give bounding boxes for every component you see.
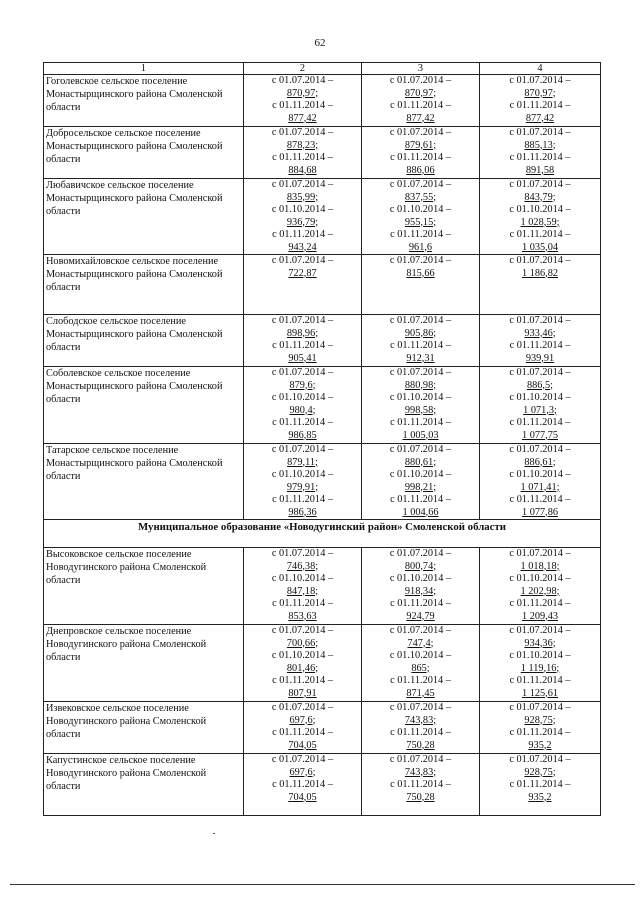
settlement-name: Новомихайловское сельское поселение Монастырщинского района Смоленской области [44,255,244,315]
effective-date: с 01.07.2014 – [271,754,334,765]
tariff-value: 936,79; [286,216,319,228]
tariff-value: 1 035,04 [521,241,559,253]
tariff-value: 886,61; [524,456,556,468]
tariff-cell-col4 [480,444,601,520]
effective-date: с 01.11.2014 – [272,100,333,111]
tariff-cell-col2 [244,702,362,754]
settlement-name: Слободское сельское поселение Монастырщинского района Смоленской области [44,315,244,367]
tariff-value: 1 125,61 [521,687,559,699]
tariff-value: 955,15; [404,216,437,228]
tariff-value: 998,21; [404,481,437,493]
tariff-value: 877,42 [288,112,317,124]
tariff-value: 801,46; [286,662,319,674]
tariff-value: 835,99; [286,191,319,203]
tariff-value: 886,06 [406,164,435,176]
tariff-cell-col3 [362,702,480,754]
settlement-name: Извековское сельское поселение Новодугинского района Смоленской области [44,702,244,754]
tariff-value: 704,05 [288,791,317,803]
settlement-name: Капустинское сельское поселение Новодугинского района Смоленской области [44,754,244,816]
table-row [44,367,601,444]
tariff-value: 1 005,03 [402,429,439,441]
effective-date: с 01.11.2014 – [390,675,451,686]
tariff-cell-col3 [362,754,480,816]
table-row [44,255,601,315]
tariff-value: 879,11; [287,456,318,468]
tariff-cell-col2 [244,625,362,702]
tariff-value: 697,6; [289,714,316,726]
tariff-value: 905,41 [288,352,317,364]
effective-date: с 01.07.2014 – [271,625,334,636]
tariff-value: 935,2 [528,791,552,803]
effective-date: с 01.11.2014 – [390,727,451,738]
tariff-value: 743,83; [404,766,437,778]
effective-date: с 01.07.2014 – [389,75,452,86]
tariff-table [43,62,601,816]
effective-date: с 01.11.2014 – [509,229,571,240]
tariff-cell-col4 [480,75,601,127]
tariff-cell-col4 [480,367,601,444]
tariff-value: 905,86; [404,327,437,339]
effective-date: с 01.07.2014 – [389,548,452,559]
section-header-row [44,520,601,548]
tariff-value: 853,63 [288,610,317,622]
effective-date: с 01.11.2014 – [509,152,571,163]
effective-date: с 01.07.2014 – [509,444,571,455]
effective-date: с 01.11.2014 – [272,340,333,351]
column-header-3: 3 [362,63,480,75]
effective-date: с 01.07.2014 – [271,315,334,326]
tariff-value: 871,45 [406,687,435,699]
effective-date: с 01.11.2014 – [509,779,571,790]
tariff-value: 934,36; [524,637,556,649]
page-number: 62 [314,37,326,49]
tariff-value: 704,05 [288,739,317,751]
effective-date: с 01.11.2014 – [390,100,451,111]
tariff-value: 928,75; [524,766,556,778]
tariff-value: 918,34; [404,585,437,597]
tariff-value: 878,23; [286,139,319,151]
table-row [44,754,601,816]
tariff-cell-col2 [244,367,362,444]
tariff-cell-col2 [244,179,362,255]
effective-date: с 01.10.2014 – [389,392,452,403]
effective-date: с 01.11.2014 – [509,417,571,428]
effective-date: с 01.11.2014 – [272,229,333,240]
tariff-value: 747,4; [407,637,434,649]
effective-date: с 01.07.2014 – [389,179,452,190]
effective-date: с 01.11.2014 – [272,727,333,738]
tariff-value: 870,97; [286,87,319,99]
tariff-cell-col3 [362,179,480,255]
effective-date: с 01.07.2014 – [509,367,571,378]
effective-date: с 01.07.2014 – [389,444,452,455]
effective-date: с 01.10.2014 – [271,392,334,403]
table-body [44,75,601,816]
effective-date: с 01.11.2014 – [509,727,571,738]
tariff-value: 1 018,18; [520,560,560,572]
table-row [44,179,601,255]
tariff-value: 943,24 [288,241,317,253]
tariff-value: 935,2 [528,739,552,751]
effective-date: с 01.07.2014 – [509,548,571,559]
effective-date: с 01.07.2014 – [271,179,334,190]
tariff-value: 1 071,41; [520,481,560,493]
effective-date: с 01.10.2014 – [389,573,452,584]
table-row [44,315,601,367]
tariff-cell-col2 [244,255,362,315]
effective-date: с 01.07.2014 – [389,255,452,266]
tariff-value: 879,6; [289,379,316,391]
effective-date: с 01.10.2014 – [509,392,571,403]
tariff-cell-col3 [362,75,480,127]
tariff-value: 1 119,16; [520,662,560,674]
table-header-row [44,63,601,75]
tariff-cell-col3 [362,315,480,367]
tariff-value: 865; [411,662,430,674]
effective-date: с 01.07.2014 – [271,127,334,138]
effective-date: с 01.07.2014 – [271,548,334,559]
tariff-value: 843,79; [524,191,556,203]
effective-date: с 01.07.2014 – [509,255,571,266]
tariff-cell-col4 [480,179,601,255]
section-title: Муниципальное образование «Новодугинский район» Смоленской области [44,520,601,548]
settlement-name: Высоковское сельское поселение Новодугинского района Смоленской области [44,548,244,625]
tariff-value: 743,83; [404,714,437,726]
tariff-cell-col2 [244,127,362,179]
effective-date: с 01.10.2014 – [271,204,334,215]
tariff-cell-col2 [244,315,362,367]
effective-date: с 01.07.2014 – [509,625,571,636]
tariff-cell-col4 [480,754,601,816]
tariff-value: 1 004,66 [402,506,439,518]
effective-date: с 01.07.2014 – [509,179,571,190]
effective-date: с 01.10.2014 – [509,469,571,480]
effective-date: с 01.10.2014 – [509,204,571,215]
tariff-cell-col3 [362,548,480,625]
effective-date: с 01.07.2014 – [271,75,334,86]
effective-date: с 01.11.2014 – [390,494,451,505]
tariff-value: 979,91; [286,481,319,493]
effective-date: с 01.10.2014 – [509,650,571,661]
tariff-value: 746,38; [286,560,319,572]
tariff-value: 939,91 [525,352,555,364]
tariff-value: 1 028,59; [520,216,560,228]
tariff-value: 880,98; [404,379,437,391]
effective-date: с 01.07.2014 – [389,315,452,326]
scan-speck [213,833,215,834]
effective-date: с 01.11.2014 – [272,417,333,428]
settlement-name: Соболевское сельское поселение Монастырщинского района Смоленской области [44,367,244,444]
table-row [44,444,601,520]
tariff-value: 980,4; [289,404,316,416]
tariff-cell-col3 [362,127,480,179]
tariff-cell-col3 [362,255,480,315]
tariff-value: 879,61; [404,139,437,151]
effective-date: с 01.11.2014 – [509,494,571,505]
tariff-value: 928,75; [524,714,556,726]
tariff-cell-col3 [362,625,480,702]
tariff-cell-col3 [362,367,480,444]
settlement-name: Днепровское сельское поселение Новодугинского района Смоленской области [44,625,244,702]
table-row [44,548,601,625]
tariff-value: 1 202,98; [520,585,560,597]
effective-date: с 01.11.2014 – [390,598,451,609]
tariff-value: 886,5; [526,379,554,391]
tariff-value: 750,28 [406,791,435,803]
effective-date: с 01.11.2014 – [509,598,571,609]
effective-date: с 01.07.2014 – [271,367,334,378]
table-row [44,625,601,702]
effective-date: с 01.11.2014 – [390,152,451,163]
tariff-value: 815,66 [406,267,435,279]
tariff-value: 1 077,75 [521,429,559,441]
tariff-value: 750,28 [406,739,435,751]
tariff-cell-col4 [480,315,601,367]
effective-date: с 01.11.2014 – [272,779,333,790]
effective-date: с 01.07.2014 – [389,367,452,378]
effective-date: с 01.07.2014 – [509,127,571,138]
settlement-name: Гоголевское сельское поселение Монастырщинского района Смоленской области [44,75,244,127]
tariff-value: 986,36 [288,506,317,518]
effective-date: с 01.07.2014 – [389,127,452,138]
tariff-value: 961,6 [408,241,433,253]
settlement-name: Добросельское сельское поселение Монастырщинского района Смоленской области [44,127,244,179]
tariff-value: 884,68 [288,164,317,176]
tariff-value: 807,91 [288,687,317,699]
effective-date: с 01.07.2014 – [271,255,334,266]
effective-date: с 01.07.2014 – [509,702,571,713]
effective-date: с 01.11.2014 – [390,417,451,428]
effective-date: с 01.10.2014 – [389,469,452,480]
tariff-cell-col2 [244,548,362,625]
settlement-name: Татарское сельское поселение Монастырщинского района Смоленской области [44,444,244,520]
effective-date: с 01.11.2014 – [272,494,333,505]
tariff-value: 870,97; [404,87,437,99]
tariff-cell-col4 [480,548,601,625]
effective-date: с 01.11.2014 – [509,340,571,351]
tariff-value: 870,97; [524,87,556,99]
effective-date: с 01.11.2014 – [272,598,333,609]
effective-date: с 01.11.2014 – [390,229,451,240]
tariff-cell-col4 [480,127,601,179]
effective-date: с 01.07.2014 – [389,702,452,713]
tariff-cell-col4 [480,625,601,702]
tariff-value: 1 209,43 [521,610,559,622]
tariff-value: 998,58; [404,404,437,416]
settlement-name: Любавичское сельское поселение Монастырщинского района Смоленской области [44,179,244,255]
effective-date: с 01.10.2014 – [509,573,571,584]
tariff-value: 912,31 [406,352,435,364]
tariff-value: 933,46; [524,327,556,339]
tariff-value: 697,6; [289,766,316,778]
effective-date: с 01.11.2014 – [272,152,333,163]
bottom-divider [10,884,635,885]
tariff-cell-col4 [480,702,601,754]
effective-date: с 01.07.2014 – [509,315,571,326]
effective-date: с 01.07.2014 – [389,625,452,636]
effective-date: с 01.11.2014 – [509,100,571,111]
effective-date: с 01.07.2014 – [389,754,452,765]
table-row [44,702,601,754]
tariff-value: 877,42 [525,112,555,124]
tariff-value: 837,55; [404,191,437,203]
tariff-value: 877,42 [406,112,435,124]
tariff-cell-col3 [362,444,480,520]
effective-date: с 01.10.2014 – [271,573,334,584]
tariff-value: 700,66; [286,637,319,649]
effective-date: с 01.07.2014 – [509,75,571,86]
effective-date: с 01.10.2014 – [389,204,452,215]
tariff-value: 880,61; [404,456,437,468]
effective-date: с 01.11.2014 – [272,675,333,686]
tariff-value: 924,79 [406,610,435,622]
tariff-value: 986,85 [288,429,317,441]
tariff-cell-col2 [244,75,362,127]
tariff-value: 1 077,86 [521,506,559,518]
tariff-value: 891,58 [525,164,555,176]
tariff-value: 847,18; [286,585,319,597]
tariff-cell-col2 [244,754,362,816]
tariff-value: 898,96; [286,327,319,339]
column-header-1: 1 [44,63,244,75]
column-header-2: 2 [244,63,362,75]
effective-date: с 01.11.2014 – [390,340,451,351]
table-row [44,75,601,127]
tariff-cell-col4 [480,255,601,315]
tariff-value: 1 071,3; [523,404,557,416]
effective-date: с 01.07.2014 – [271,702,334,713]
column-header-4: 4 [480,63,601,75]
tariff-value: 885,13; [524,139,556,151]
effective-date: с 01.10.2014 – [271,650,334,661]
effective-date: с 01.07.2014 – [509,754,571,765]
effective-date: с 01.10.2014 – [271,469,334,480]
effective-date: с 01.11.2014 – [509,675,571,686]
tariff-value: 800,74; [404,560,437,572]
tariff-value: 1 186,82 [521,267,559,279]
effective-date: с 01.10.2014 – [389,650,452,661]
table-row [44,127,601,179]
effective-date: с 01.11.2014 – [390,779,451,790]
tariff-value: 722,87 [288,267,317,279]
tariff-cell-col2 [244,444,362,520]
effective-date: с 01.07.2014 – [271,444,334,455]
